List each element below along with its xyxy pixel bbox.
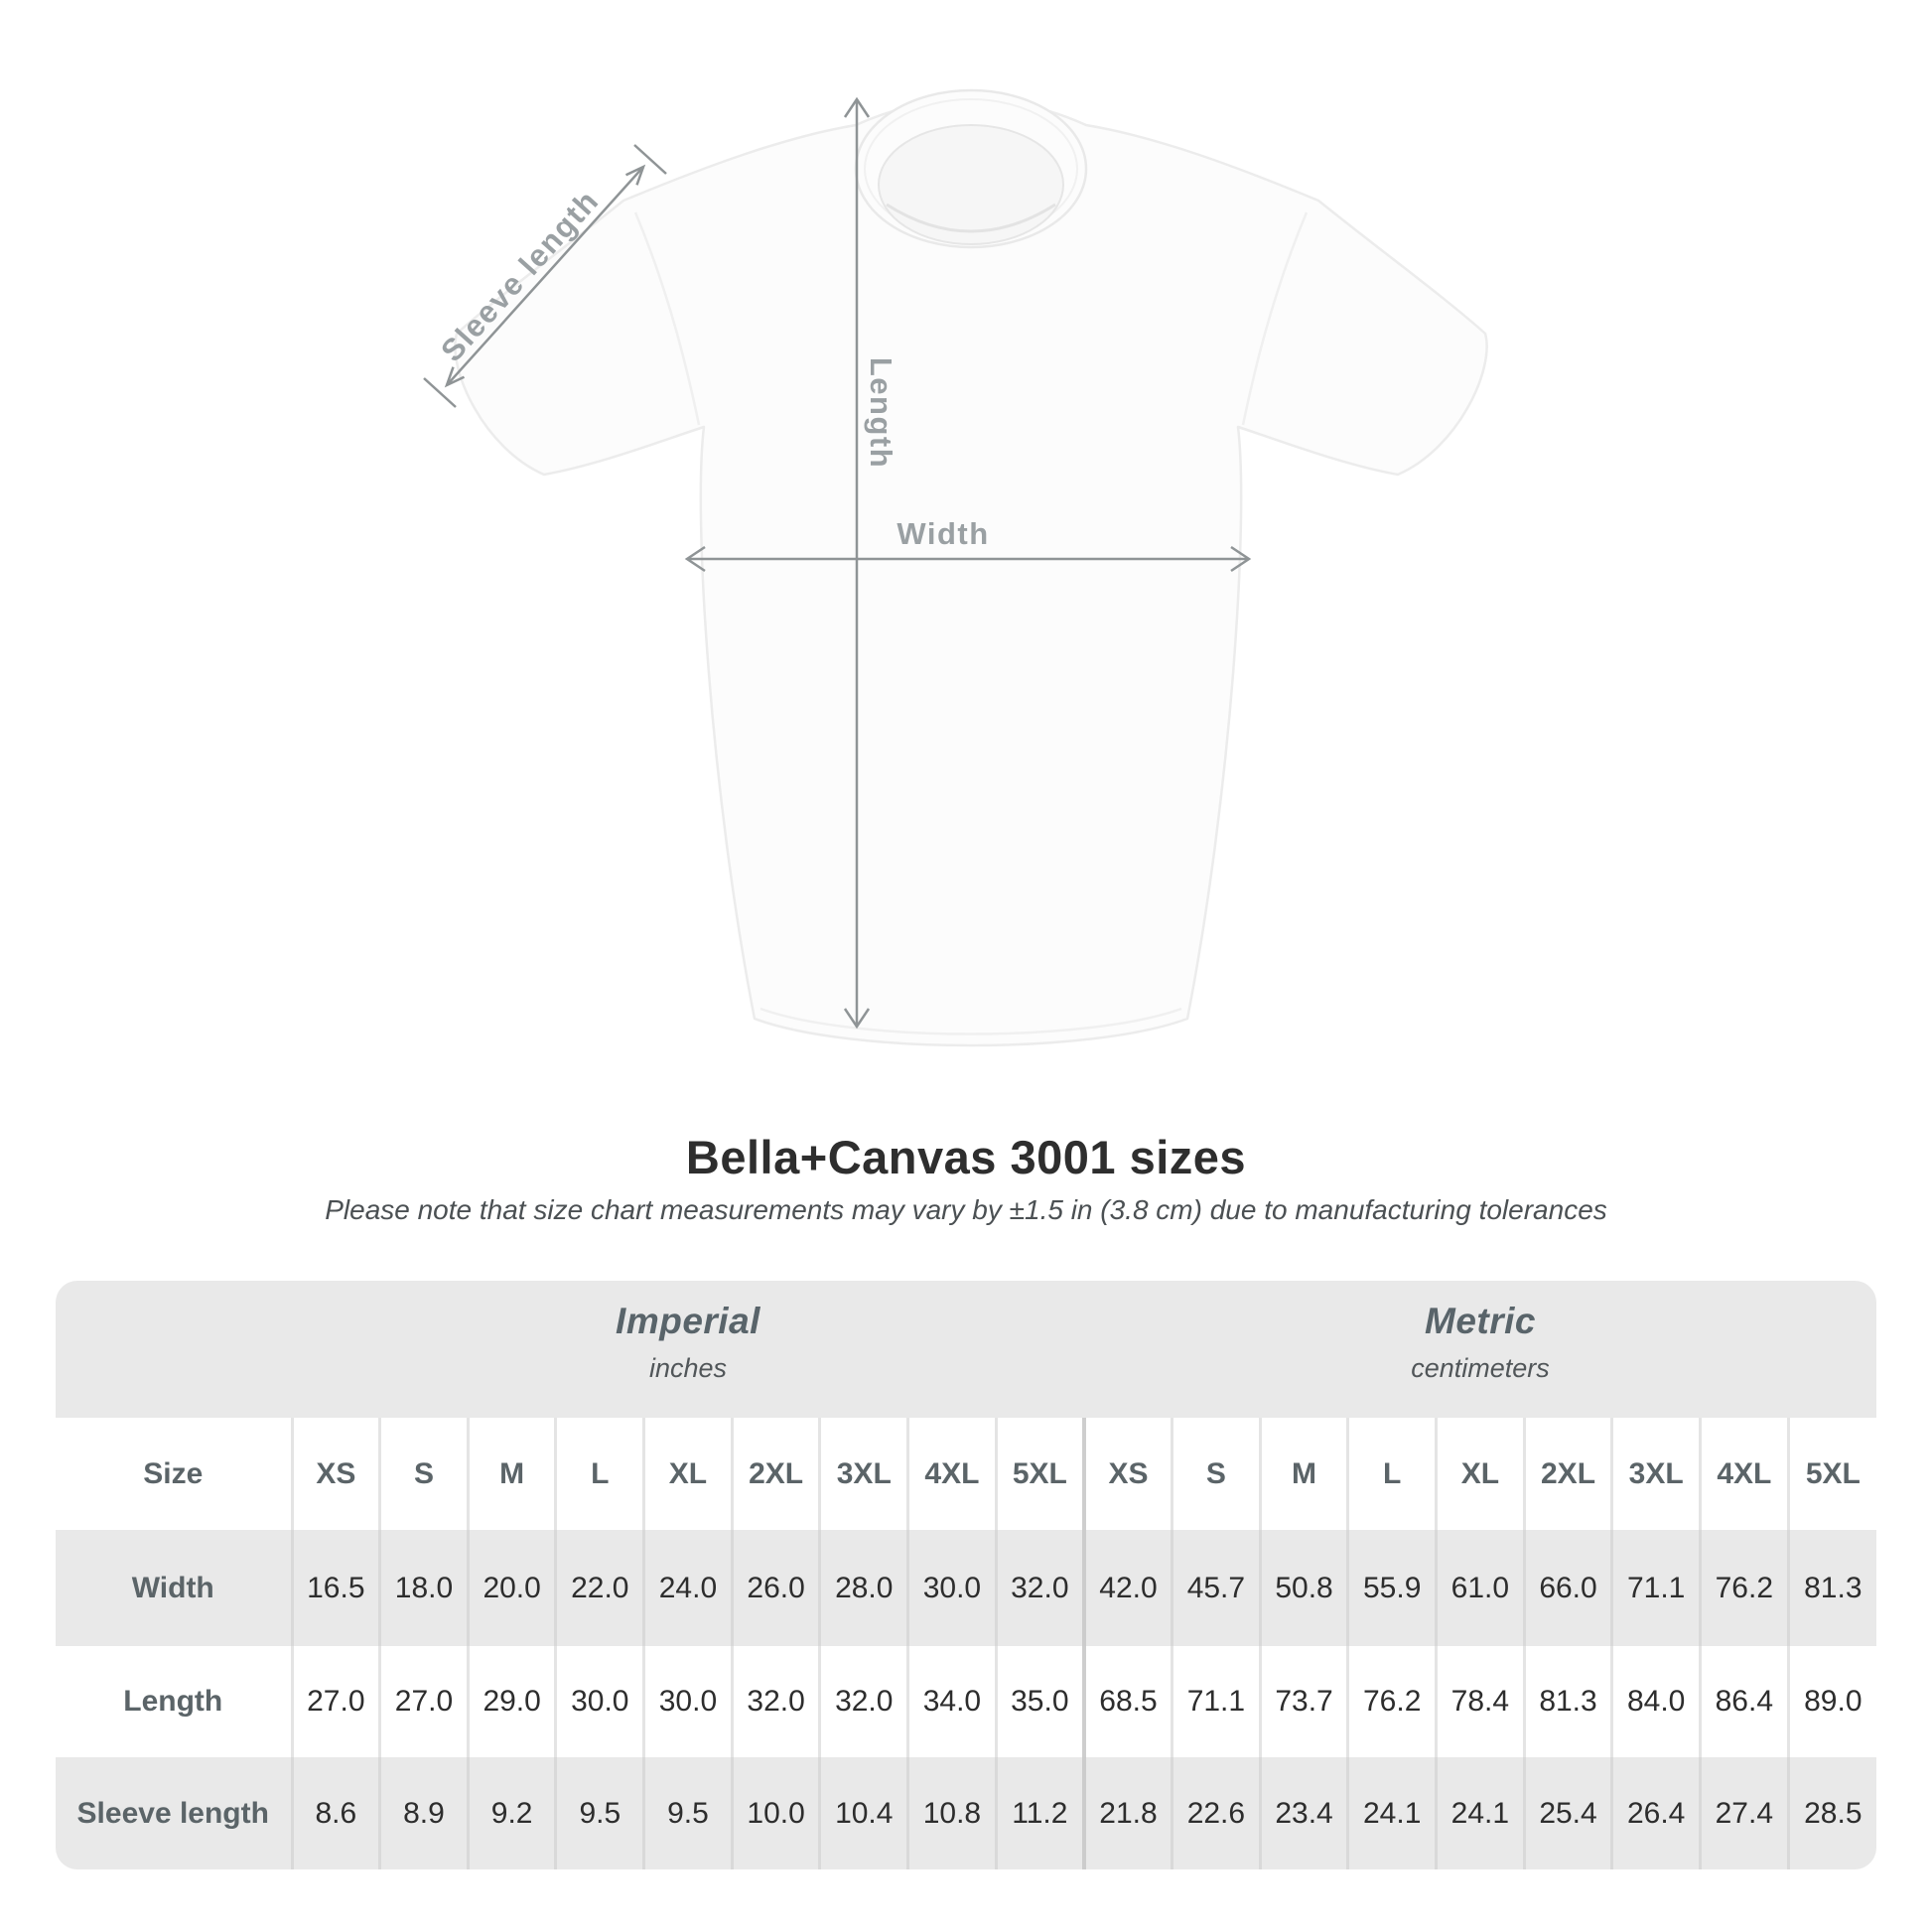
measurement-value: 26.4 — [1612, 1757, 1701, 1869]
band-spacer — [56, 1281, 292, 1418]
measurement-value: 81.3 — [1788, 1530, 1876, 1646]
tolerance-note: Please note that size chart measurements may vary by ±1.5 in (3.8 cm) due to manufacturing tolerances — [325, 1194, 1607, 1225]
sleeve-length-annotation: Sleeve length — [434, 183, 607, 368]
measurement-value: 10.4 — [820, 1757, 908, 1869]
imperial-title: Imperial — [616, 1301, 760, 1341]
measurement-value: 42.0 — [1084, 1530, 1173, 1646]
measurement-value: 28.5 — [1788, 1757, 1876, 1869]
size-col-header: M — [468, 1418, 556, 1530]
measurement-value: 16.5 — [292, 1530, 380, 1646]
row-label: Length — [56, 1646, 292, 1757]
measurement-value: 21.8 — [1084, 1757, 1173, 1869]
measurement-value: 89.0 — [1788, 1646, 1876, 1757]
measurement-value: 81.3 — [1524, 1646, 1612, 1757]
measurement-value: 25.4 — [1524, 1757, 1612, 1869]
measurement-value: 27.0 — [380, 1646, 469, 1757]
measurement-value: 35.0 — [996, 1646, 1084, 1757]
imperial-section-header — [292, 1281, 1084, 1418]
size-col-header: XS — [1084, 1418, 1173, 1530]
measurement-value: 68.5 — [1084, 1646, 1173, 1757]
measurement-value: 23.4 — [1260, 1757, 1348, 1869]
measurement-value: 8.6 — [292, 1757, 380, 1869]
row-label: Sleeve length — [56, 1757, 292, 1869]
measurement-value: 20.0 — [468, 1530, 556, 1646]
measurement-value: 22.6 — [1173, 1757, 1261, 1869]
length-row — [56, 1646, 1876, 1757]
size-header-row — [56, 1418, 1876, 1530]
measurement-value: 71.1 — [1173, 1646, 1261, 1757]
metric-unit: centimeters — [1411, 1353, 1550, 1383]
measurement-value: 9.5 — [556, 1757, 644, 1869]
measurement-value: 76.2 — [1701, 1530, 1789, 1646]
size-col-header: XL — [1437, 1418, 1525, 1530]
measurement-value: 24.1 — [1348, 1757, 1437, 1869]
measurement-value: 28.0 — [820, 1530, 908, 1646]
width-annotation: Width — [897, 516, 990, 551]
measurement-value: 29.0 — [468, 1646, 556, 1757]
measurement-value: 66.0 — [1524, 1530, 1612, 1646]
measurement-value: 24.1 — [1437, 1757, 1525, 1869]
page-title: Bella+Canvas 3001 sizes — [685, 1131, 1247, 1183]
measurement-value: 32.0 — [732, 1646, 820, 1757]
measurement-value: 24.0 — [644, 1530, 733, 1646]
measurement-value: 8.9 — [380, 1757, 469, 1869]
size-col-header: 5XL — [996, 1418, 1084, 1530]
size-col-header: 4XL — [1701, 1418, 1789, 1530]
table-section-band — [56, 1281, 1876, 1418]
size-col-header: 2XL — [1524, 1418, 1612, 1530]
size-col-header: XS — [292, 1418, 380, 1530]
neck-opening — [879, 125, 1063, 244]
measurement-value: 32.0 — [820, 1646, 908, 1757]
size-col-header: L — [556, 1418, 644, 1530]
measurement-value: 30.0 — [908, 1530, 997, 1646]
measurements-table — [56, 1418, 1876, 1869]
measurement-value: 50.8 — [1260, 1530, 1348, 1646]
width-row — [56, 1530, 1876, 1646]
measurement-value: 11.2 — [996, 1757, 1084, 1869]
size-col-header: 5XL — [1788, 1418, 1876, 1530]
measurement-value: 78.4 — [1437, 1646, 1525, 1757]
size-table — [56, 1281, 1876, 1869]
measurement-value: 9.2 — [468, 1757, 556, 1869]
measurement-value: 84.0 — [1612, 1646, 1701, 1757]
measurement-value: 27.0 — [292, 1646, 380, 1757]
measurement-value: 27.4 — [1701, 1757, 1789, 1869]
measurement-value: 32.0 — [996, 1530, 1084, 1646]
measurement-value: 10.0 — [732, 1757, 820, 1869]
measurement-value: 26.0 — [732, 1530, 820, 1646]
length-annotation: Length — [864, 356, 898, 470]
measurement-value: 22.0 — [556, 1530, 644, 1646]
measurement-value: 71.1 — [1612, 1530, 1701, 1646]
size-header: Size — [56, 1418, 292, 1530]
measurement-value: 30.0 — [556, 1646, 644, 1757]
measurement-value: 86.4 — [1701, 1646, 1789, 1757]
size-col-header: L — [1348, 1418, 1437, 1530]
measurement-value: 34.0 — [908, 1646, 997, 1757]
size-col-header: 3XL — [1612, 1418, 1701, 1530]
measurement-value: 9.5 — [644, 1757, 733, 1869]
size-col-header: XL — [644, 1418, 733, 1530]
imperial-unit: inches — [648, 1353, 728, 1383]
measurement-value: 10.8 — [908, 1757, 997, 1869]
measurement-value: 55.9 — [1348, 1530, 1437, 1646]
row-label: Width — [56, 1530, 292, 1646]
sleeve-length-row — [56, 1757, 1876, 1869]
size-col-header: M — [1260, 1418, 1348, 1530]
size-col-header: 4XL — [908, 1418, 997, 1530]
measurement-value: 30.0 — [644, 1646, 733, 1757]
size-col-header: S — [380, 1418, 469, 1530]
metric-section-header — [1084, 1281, 1876, 1418]
size-col-header: S — [1173, 1418, 1261, 1530]
measurement-value: 45.7 — [1173, 1530, 1261, 1646]
measurement-value: 76.2 — [1348, 1646, 1437, 1757]
measurement-value: 61.0 — [1437, 1530, 1525, 1646]
size-col-header: 3XL — [820, 1418, 908, 1530]
measurement-value: 18.0 — [380, 1530, 469, 1646]
metric-title: Metric — [1425, 1301, 1536, 1341]
size-col-header: 2XL — [732, 1418, 820, 1530]
measurement-value: 73.7 — [1260, 1646, 1348, 1757]
